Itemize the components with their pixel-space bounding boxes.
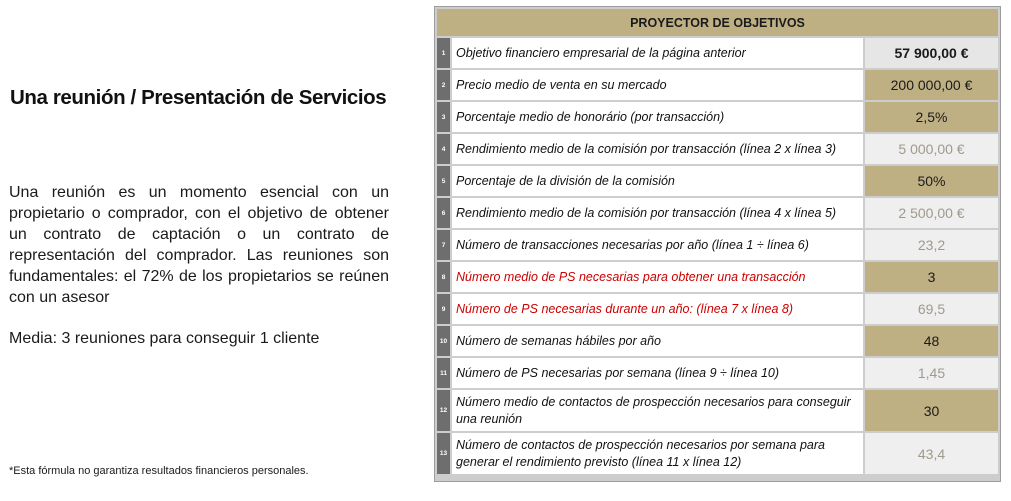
table-row [437, 326, 998, 356]
row-value[interactable]: 50% [865, 166, 998, 196]
row-label: Porcentaje medio de honorário (por transacción) [452, 102, 863, 132]
row-label: Número medio de contactos de prospección necesarios para conseguir una reunión [452, 390, 863, 431]
row-number: 2 [437, 70, 450, 100]
table-row [437, 358, 998, 388]
table-row [437, 262, 998, 292]
page-title: Una reunión / Presentación de Servicios [10, 86, 387, 109]
row-value[interactable]: 3 [865, 262, 998, 292]
objectives-projector-table [434, 6, 1001, 482]
row-number: 10 [437, 326, 450, 356]
table-header: PROYECTOR DE OBJETIVOS [437, 9, 998, 36]
row-value[interactable]: 200 000,00 € [865, 70, 998, 100]
row-label: Número de contactos de prospección necesarios por semana para generar el rendimiento previsto (línea 11 x línea 12) [452, 433, 863, 474]
table-row [437, 198, 998, 228]
row-label: Rendimiento medio de la comisión por transacción (línea 2 x línea 3) [452, 134, 863, 164]
row-label: Precio medio de venta en su mercado [452, 70, 863, 100]
row-number: 13 [437, 433, 450, 474]
footnote: *Esta fórmula no garantiza resultados financieros personales. [9, 465, 309, 477]
row-number: 8 [437, 262, 450, 292]
row-value[interactable]: 48 [865, 326, 998, 356]
row-value: 69,5 [865, 294, 998, 324]
row-label: Número de PS necesarias por semana (línea 9 ÷ línea 10) [452, 358, 863, 388]
row-number: 5 [437, 166, 450, 196]
table-row [437, 134, 998, 164]
table-row [437, 70, 998, 100]
row-label: Objetivo financiero empresarial de la página anterior [452, 38, 863, 68]
row-number: 1 [437, 38, 450, 68]
table-row [437, 166, 998, 196]
table-row [437, 102, 998, 132]
row-number: 3 [437, 102, 450, 132]
row-number: 9 [437, 294, 450, 324]
description-paragraph: Una reunión es un momento esencial con un propietario o comprador, con el objetivo de obtener un contrato de captación o un contrato de representación del comprador. Las reuniones son fundamentales: el 72% de los propietarios se reúnen con un asesor [9, 184, 389, 306]
row-value: 1,45 [865, 358, 998, 388]
row-value: 5 000,00 € [865, 134, 998, 164]
row-value: 57 900,00 € [865, 38, 998, 68]
row-number: 12 [437, 390, 450, 431]
row-label: Número de PS necesarias durante un año: (línea 7 x línea 8) [452, 294, 863, 324]
row-value: 23,2 [865, 230, 998, 260]
row-number: 4 [437, 134, 450, 164]
row-number: 6 [437, 198, 450, 228]
average-note: Media: 3 reuniones para conseguir 1 cliente [9, 330, 320, 347]
row-label: Número de transacciones necesarias por año (línea 1 ÷ línea 6) [452, 230, 863, 260]
row-number: 7 [437, 230, 450, 260]
table-row [437, 294, 998, 324]
row-label: Rendimiento medio de la comisión por transacción (línea 4 x línea 5) [452, 198, 863, 228]
table-row [437, 433, 998, 474]
row-label: Número de semanas hábiles por año [452, 326, 863, 356]
row-value[interactable]: 30 [865, 390, 998, 431]
table-row [437, 38, 998, 68]
table-row [437, 230, 998, 260]
row-value: 2 500,00 € [865, 198, 998, 228]
row-label: Número medio de PS necesarias para obtener una transacción [452, 262, 863, 292]
table-row [437, 390, 998, 431]
row-number: 11 [437, 358, 450, 388]
row-value[interactable]: 2,5% [865, 102, 998, 132]
row-value: 43,4 [865, 433, 998, 474]
row-label: Porcentaje de la división de la comisión [452, 166, 863, 196]
